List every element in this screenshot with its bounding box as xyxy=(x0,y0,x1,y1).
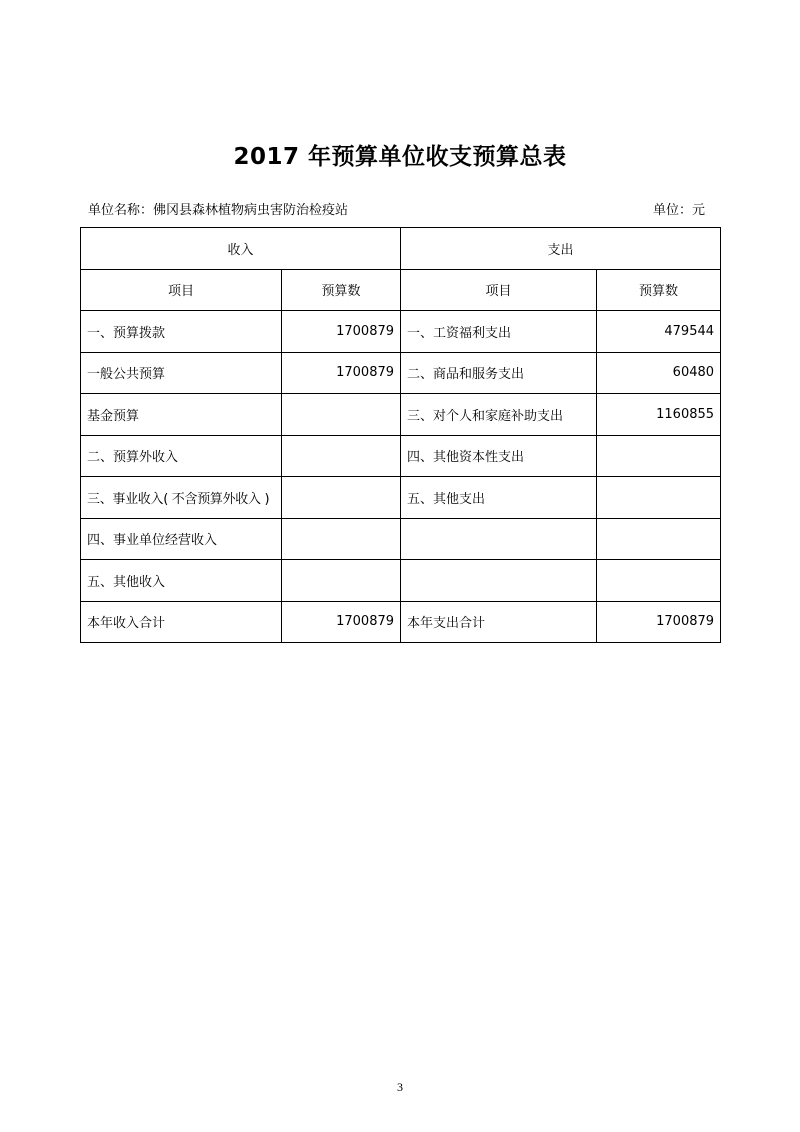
income-item-header: 项目 xyxy=(81,269,282,311)
expense-total-label: 本年支出合计 xyxy=(401,601,597,643)
income-amount-header: 预算数 xyxy=(282,269,401,311)
income-item: 四、事业单位经营收入 xyxy=(81,518,282,560)
income-item: 一般公共预算 xyxy=(81,352,282,394)
income-item: 五、其他收入 xyxy=(81,560,282,602)
expense-item: 二、商品和服务支出 xyxy=(401,352,597,394)
income-amount: 1700879 xyxy=(282,311,401,353)
expense-header: 支出 xyxy=(401,228,721,270)
table-row xyxy=(81,394,721,436)
unit-name: 单位名称：佛冈县森林植物病虫害防治检疫站 xyxy=(88,203,349,218)
income-amount xyxy=(282,560,401,602)
income-amount: 1700879 xyxy=(282,352,401,394)
income-total-label: 本年收入合计 xyxy=(81,601,282,643)
currency-unit: 单位：元 xyxy=(652,203,705,218)
income-item: 二、预算外收入 xyxy=(81,435,282,477)
table-row xyxy=(81,352,721,394)
budget-table xyxy=(80,227,721,643)
expense-amount xyxy=(597,435,721,477)
section-header-row xyxy=(81,228,721,270)
income-item: 三、事业收入( 不含预算外收入 ) xyxy=(81,477,282,519)
expense-item: 一、工资福利支出 xyxy=(401,311,597,353)
page-title: 2017 年预算单位收支预算总表 xyxy=(233,144,567,170)
total-row xyxy=(81,601,721,643)
expense-item xyxy=(401,560,597,602)
expense-amount xyxy=(597,477,721,519)
expense-item: 三、对个人和家庭补助支出 xyxy=(401,394,597,436)
income-amount xyxy=(282,435,401,477)
table-row xyxy=(81,518,721,560)
income-amount xyxy=(282,477,401,519)
table-row xyxy=(81,311,721,353)
income-amount xyxy=(282,394,401,436)
expense-total-amount: 1700879 xyxy=(597,601,721,643)
page-number: 3 xyxy=(397,1080,403,1094)
column-header-row xyxy=(81,269,721,311)
expense-item: 五、其他支出 xyxy=(401,477,597,519)
expense-amount: 479544 xyxy=(597,311,721,353)
expense-item-header: 项目 xyxy=(401,269,597,311)
expense-amount: 60480 xyxy=(597,352,721,394)
expense-item xyxy=(401,518,597,560)
income-item: 一、预算拨款 xyxy=(81,311,282,353)
income-total-amount: 1700879 xyxy=(282,601,401,643)
income-amount xyxy=(282,518,401,560)
table-row xyxy=(81,477,721,519)
table-row xyxy=(81,560,721,602)
income-item: 基金预算 xyxy=(81,394,282,436)
income-header: 收入 xyxy=(81,228,401,270)
table-row xyxy=(81,435,721,477)
expense-amount xyxy=(597,560,721,602)
expense-amount-header: 预算数 xyxy=(597,269,721,311)
expense-amount xyxy=(597,518,721,560)
expense-item: 四、其他资本性支出 xyxy=(401,435,597,477)
expense-amount: 1160855 xyxy=(597,394,721,436)
